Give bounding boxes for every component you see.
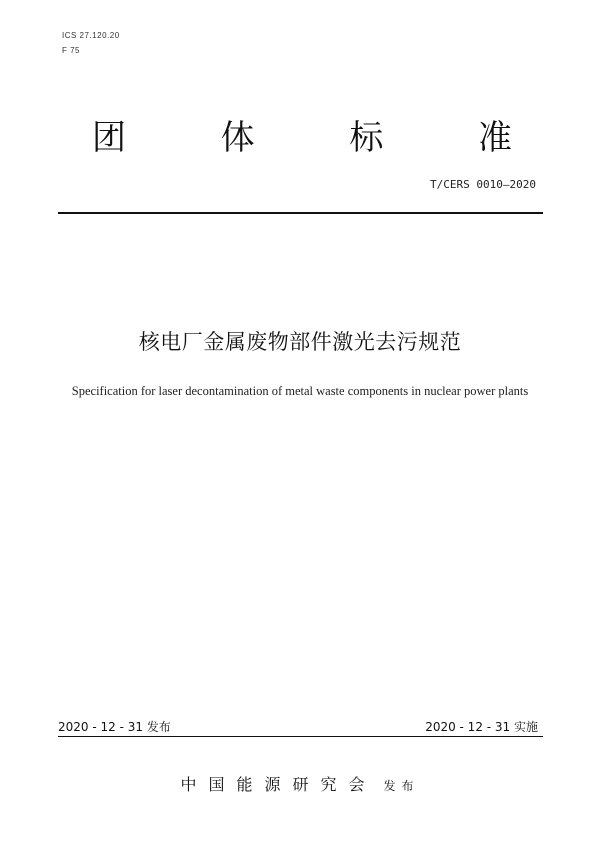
publish-label: 发布 [383,779,420,793]
issue-date: 2020 - 12 - 31 发布 [58,720,171,734]
footer-divider [58,736,543,737]
document-type-char: 体 [220,118,255,158]
implementation-date: 2020 - 12 - 31 实施 [425,720,538,734]
standard-number: T/CERS 0010—2020 [430,178,536,191]
header-divider [58,212,543,214]
ics-code: ICS 27.120.20 [62,31,120,40]
title-english: Specification for laser decontamination of metal waste components in nuclear power plants [71,384,529,398]
document-type-char: 团 [92,118,126,158]
document-type-char: 标 [349,118,384,158]
publisher-line [0,772,600,795]
publisher-name: 中国能源研究会 [180,775,377,794]
title-chinese: 核电厂金属废物部件激光去污规范 [138,330,462,354]
document-type [92,116,512,160]
document-type-char: 准 [477,118,512,158]
ccs-code: F 75 [62,46,81,55]
